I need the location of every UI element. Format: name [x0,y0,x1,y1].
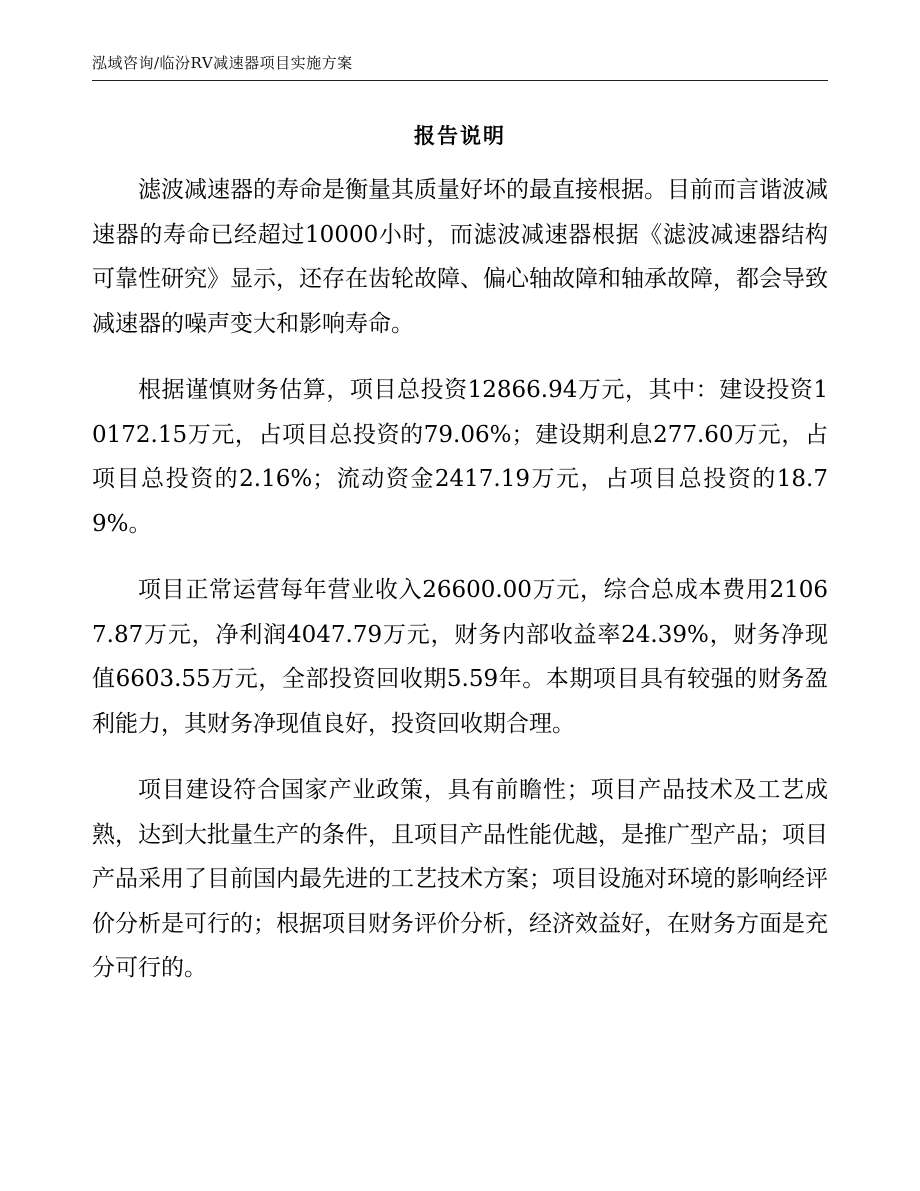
paragraph-feasibility: 项目建设符合国家产业政策，具有前瞻性；项目产品技术及工艺成熟，达到大批量生产的条件，且项目产品性能优越，是推广型产品；项目产品采用了目前国内最先进的工艺技术方案；项目设施对环境的影响经评价分析是可行的；根据项目财务评价分析，经济效益好，在财务方面是充分可行的。 [92,777,828,981]
running-header: 泓域咨询/临汾RV减速器项目实施方案 [92,54,353,72]
header-divider [92,80,828,81]
report-body [92,168,828,1013]
paragraph-investment: 根据谨慎财务估算，项目总投资12866.94万元，其中：建设投资10172.15万元，占项目总投资的79.06%；建设期利息277.60万元，占项目总投资的2.16%；流动资金2417.19万元，占项目总投资的18.79%。 [92,377,828,537]
page-title: 报告说明 [414,123,506,148]
paragraph-revenue: 项目正常运营每年营业收入26600.00万元，综合总成本费用21067.87万元，净利润4047.79万元，财务内部收益率24.39%，财务净现值6603.55万元，全部投资回收期5.59年。本期项目具有较强的财务盈利能力，其财务净现值良好，投资回收期合理。 [92,577,828,737]
paragraph-lifespan: 滤波减速器的寿命是衡量其质量好坏的最直接根据。目前而言谐波减速器的寿命已经超过10000小时，而滤波减速器根据《滤波减速器结构可靠性研究》显示，还存在齿轮故障、偏心轴故障和轴承故障，都会导致减速器的噪声变大和影响寿命。 [92,177,828,337]
